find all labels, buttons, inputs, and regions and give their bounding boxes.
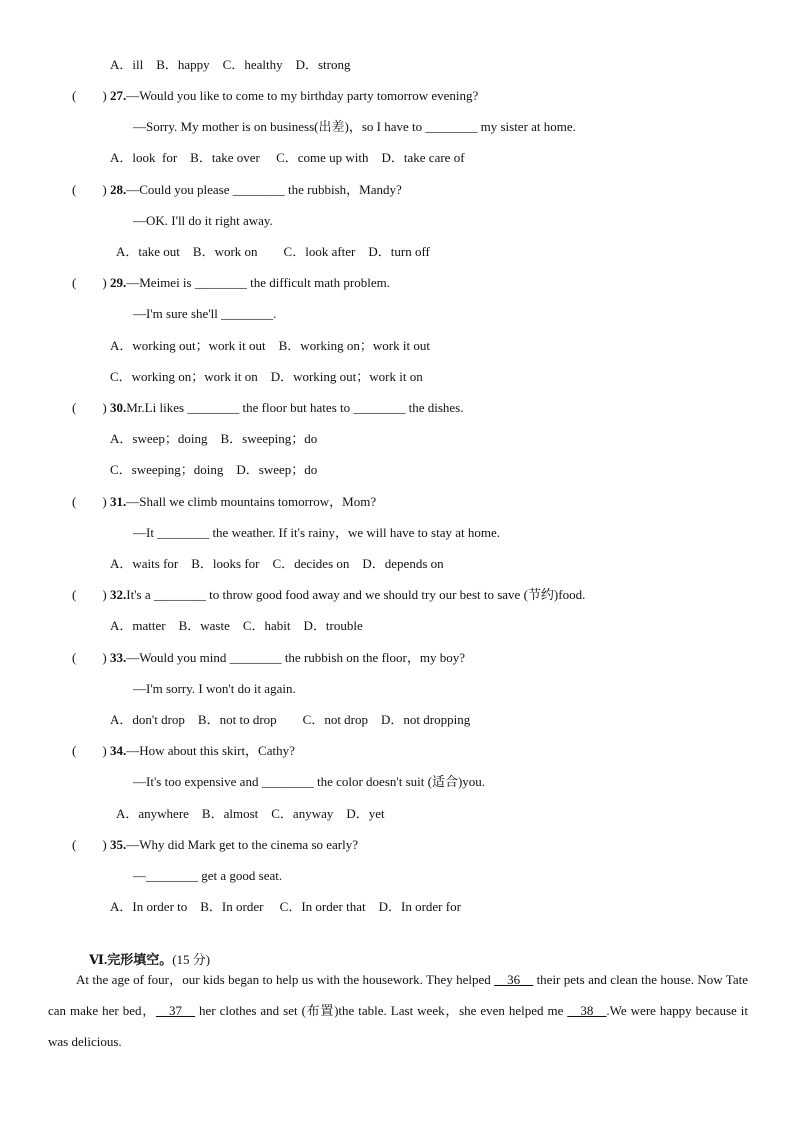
answer-paren: ( ) — [72, 182, 107, 197]
passage-text: At the age of four，our kids began to help us with the housework. They helped — [76, 972, 495, 987]
question-number: 31. — [110, 494, 127, 509]
passage-text: .We were happy because it was delicious. — [48, 1003, 749, 1049]
question-line: —I'm sure she'll ________. — [133, 306, 277, 321]
section-points: (15 分) — [172, 952, 211, 967]
question-number: 30. — [110, 400, 127, 415]
answer-paren: ( ) — [72, 494, 107, 509]
question-text: —Could you please ________ the rubbish，Mandy? — [126, 182, 402, 197]
question-number: 33. — [110, 650, 127, 665]
answer-options: A．matter B．waste C．habit D．trouble — [110, 618, 363, 633]
answer-paren: ( ) — [72, 88, 107, 103]
answer-options: A．don't drop B．not to drop C．not drop D．not dropping — [110, 712, 471, 727]
question-line — [110, 182, 402, 198]
question-text: —Would you mind ________ the rubbish on the floor，my boy? — [126, 650, 465, 665]
question-number: 27. — [110, 88, 127, 103]
question-text: —Meimei is ________ the difficult math problem. — [126, 275, 390, 290]
answer-paren: ( ) — [72, 743, 107, 758]
answer-options: C．sweeping；doing D．sweep；do — [110, 462, 318, 477]
answer-options: A．take out B．work on C．look after D．turn off — [116, 244, 430, 259]
question-line — [110, 400, 464, 416]
answer-paren: ( ) — [72, 587, 107, 602]
question-line — [110, 743, 295, 759]
question-line — [110, 88, 478, 104]
answer-options: A．waits for B．looks for C．decides on D．depends on — [110, 556, 444, 571]
question-number: 34. — [110, 743, 127, 758]
question-number: 28. — [110, 182, 127, 197]
question-line — [110, 275, 390, 291]
question-text: —Would you like to come to my birthday party tomorrow evening? — [126, 88, 479, 103]
question-line — [110, 650, 465, 666]
question-line — [110, 494, 376, 510]
section-title: Ⅵ.完形填空。 — [89, 952, 173, 967]
blank-38: __38__ — [567, 1003, 607, 1018]
question-line: —Sorry. My mother is on business(出差)，so I have to ________ my sister at home. — [133, 119, 576, 134]
answer-options: A．anywhere B．almost C．anyway D．yet — [116, 806, 385, 821]
question-text: It's a ________ to throw good food away and we should try our best to save (节约)food. — [126, 587, 586, 602]
question-line: —It ________ the weather. If it's rainy，we will have to stay at home. — [133, 525, 500, 540]
question-line — [110, 587, 585, 603]
question-number: 29. — [110, 275, 127, 290]
passage-text: her clothes and set (布置)the table. Last week，she even helped me — [195, 1003, 568, 1018]
answer-paren: ( ) — [72, 837, 107, 852]
question-text: —How about this skirt，Cathy? — [126, 743, 295, 758]
question-text: —Shall we climb mountains tomorrow，Mom? — [126, 494, 377, 509]
question-line: —________ get a good seat. — [133, 868, 283, 883]
passage-text: their pets and clean the house. Now Tate can make her bed， — [48, 972, 748, 1018]
answer-options: A．In order to B．In order C．In order that D．In order for — [110, 899, 461, 914]
answer-options: A．sweep；doing B．sweeping；do — [110, 431, 318, 446]
question-line: —I'm sorry. I won't do it again. — [133, 681, 296, 696]
answer-paren: ( ) — [72, 650, 107, 665]
question-line: —It's too expensive and ________ the color doesn't suit (适合)you. — [133, 774, 486, 789]
answer-paren: ( ) — [72, 400, 107, 415]
question-number: 32. — [110, 587, 127, 602]
answer-paren: ( ) — [72, 275, 107, 290]
blank-37: __37__ — [156, 1003, 195, 1018]
question-line — [110, 837, 358, 853]
question-text: Mr.Li likes ________ the floor but hates to ________ the dishes. — [126, 400, 464, 415]
cloze-passage — [48, 964, 748, 1057]
q26-options: A．ill B．happy C．healthy D．strong — [110, 57, 351, 72]
question-text: —Why did Mark get to the cinema so early? — [126, 837, 359, 852]
question-number: 35. — [110, 837, 127, 852]
blank-36: __36__ — [494, 972, 534, 987]
answer-options: C．working on；work it on D．working out；work it on — [110, 369, 423, 384]
answer-options: A．working out；work it out B．working on；work it out — [110, 338, 430, 353]
question-line: —OK. I'll do it right away. — [133, 213, 273, 228]
answer-options: A．look for B．take over C．come up with D．take care of — [110, 150, 465, 165]
